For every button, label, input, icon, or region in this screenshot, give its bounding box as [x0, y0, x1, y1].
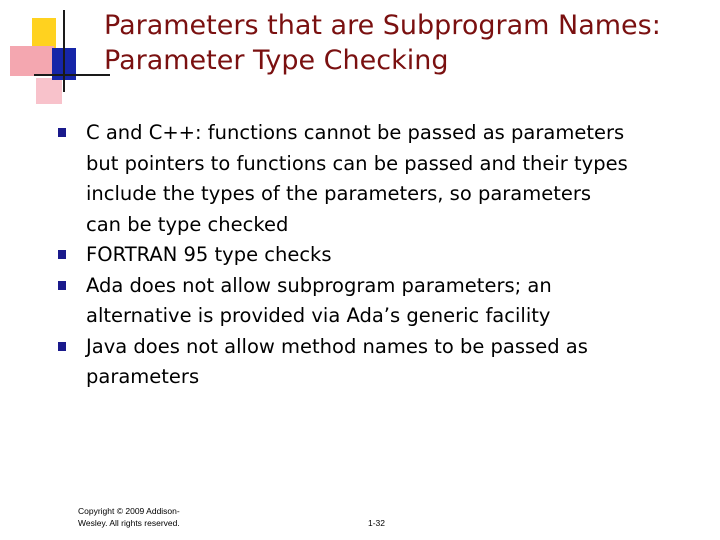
logo-vertical-line: [63, 10, 65, 92]
footer-copyright: [78, 505, 228, 529]
slide-title: [104, 8, 704, 78]
slide-title-line-2: Parameter Type Checking: [104, 45, 449, 76]
bullet-line: Ada does not allow subprogram parameters; an: [86, 273, 552, 297]
bullet-list: [52, 118, 692, 393]
bullet-item-java: [52, 332, 692, 393]
bullet-line: FORTRAN 95 type checks: [86, 243, 332, 266]
bullet-line: can be type checked: [86, 212, 289, 236]
logo-yellow-block: [32, 18, 56, 48]
slide-logo-decoration: [0, 0, 110, 110]
slide-title-line-1: Parameters that are Subprogram Names:: [104, 10, 661, 41]
footer-page-number: 1-32: [368, 518, 386, 528]
logo-pink-block: [10, 46, 54, 76]
logo-horizontal-line: [34, 74, 110, 76]
bullet-square-icon: [58, 128, 66, 137]
bullet-line: but pointers to functions can be passed and their types: [86, 151, 628, 175]
footer-copyright-line-2: Wesley. All rights reserved.: [78, 518, 180, 528]
bullet-line: parameters: [86, 365, 200, 388]
bullet-square-icon: [58, 250, 66, 259]
bullet-square-icon: [58, 281, 66, 290]
bullet-item-cpp: [52, 118, 692, 240]
bullet-square-icon: [58, 342, 66, 351]
footer-copyright-line-1: Copyright © 2009 Addison-: [78, 506, 180, 516]
bullet-line: C and C++: functions cannot be passed as parameters: [86, 121, 625, 144]
logo-rose-block: [36, 78, 62, 104]
bullet-line: alternative is provided via Ada’s generic facility: [86, 304, 551, 327]
bullet-item-ada: [52, 271, 692, 332]
bullet-line: Java does not allow method names to be passed as: [86, 334, 588, 358]
bullet-line: include the types of the parameters, so parameters: [86, 182, 592, 205]
bullet-item-fortran: [52, 240, 692, 271]
